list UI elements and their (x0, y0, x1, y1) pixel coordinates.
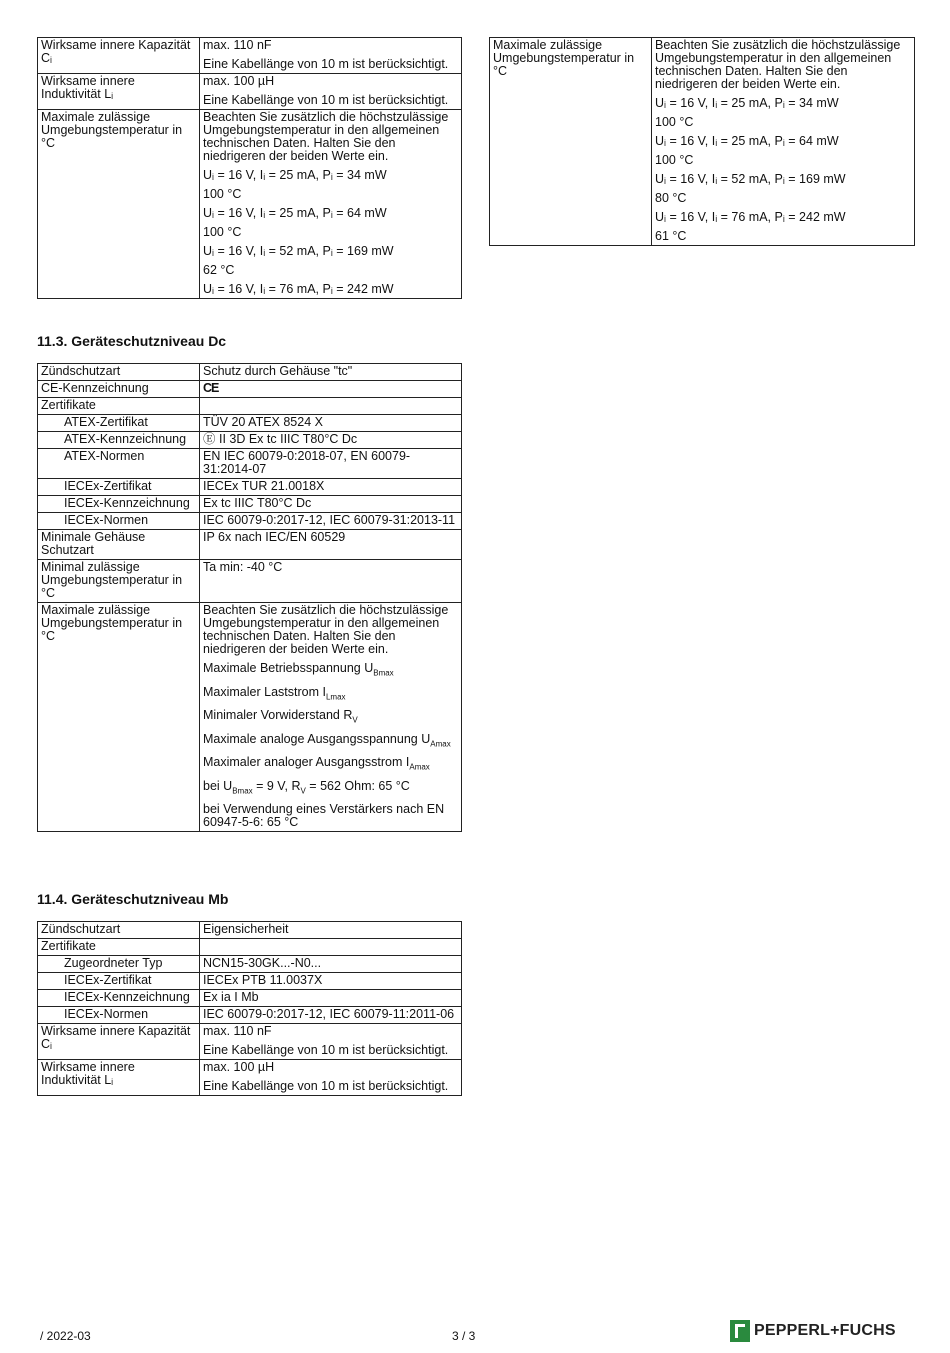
value-line: bei Verwendung eines Verstärkers nach EN 60947-5-6: 65 °C (203, 802, 445, 829)
table-row (38, 415, 462, 432)
footer-page-number: 3 / 3 (452, 1329, 476, 1343)
row-value (652, 38, 915, 246)
row-value (200, 513, 462, 530)
row-value (200, 38, 462, 74)
value-line: EN IEC 60079-0:2018-07, EN 60079-31:2014-07 (203, 449, 411, 476)
value-line: Ex ia I Mb (203, 990, 259, 1004)
row-label: Zündschutzart (38, 364, 200, 381)
row-value (200, 496, 462, 513)
value-line: max. 100 µH (203, 74, 275, 88)
table-row (38, 922, 462, 939)
value-line: IECEx TUR 21.0018X (203, 479, 325, 493)
value-line: 80 °C (655, 191, 687, 205)
value-line (203, 940, 458, 953)
table-row (38, 560, 462, 603)
value-line: Beachten Sie zusätzlich die höchstzulässige Umgebungstemperatur in den allgemeinen technischen Daten. Halten Sie den niedrigeren der beiden Werte ein. (203, 110, 449, 163)
value-line: max. 110 nF (203, 38, 272, 52)
value-line: 61 °C (655, 229, 687, 243)
value-line: bei $U_{Bmax} = 9$ V, $R_V = 562$ Ohm: 65 °C (203, 778, 410, 795)
row-value (200, 560, 462, 603)
row-value (200, 530, 462, 560)
value-line: Schutz durch Gehäuse "tc" (203, 364, 353, 378)
row-label: Wirksame innere Kapazität Cᵢ (38, 38, 200, 74)
table-row (38, 381, 462, 398)
table-row (38, 973, 462, 990)
value-line: Uᵢ = 16 V, Iᵢ = 52 mA, Pᵢ = 169 mW (655, 172, 846, 186)
value-line: Uᵢ = 16 V, Iᵢ = 25 mA, Pᵢ = 64 mW (203, 206, 387, 220)
row-label: ATEX-Normen (38, 449, 200, 479)
section-dc-container (37, 363, 462, 832)
table-row (38, 939, 462, 956)
value-line: Eine Kabellänge von 10 m ist berücksichtigt. (203, 1079, 449, 1093)
section-mb-container (37, 921, 462, 1096)
table-row (38, 513, 462, 530)
row-value (200, 415, 462, 432)
row-label: Maximale zulässige Umgebungstemperatur in °C (38, 603, 200, 832)
row-label: Zertifikate (38, 398, 200, 415)
table-row (38, 38, 462, 74)
value-line: Maximaler Laststrom $I_{Lmax}$ (203, 684, 346, 701)
value-line: Maximaler analoger Ausgangsstrom $I_{Amax}$ (203, 755, 430, 772)
section-title-mb: 11.4. Geräteschutzniveau Mb (37, 891, 229, 907)
row-label: ATEX-Zertifikat (38, 415, 200, 432)
row-value (200, 939, 462, 956)
value-line (203, 399, 458, 412)
row-label: IECEx-Kennzeichnung (38, 990, 200, 1007)
row-label: IECEx-Normen (38, 1007, 200, 1024)
value-line: IP 6x nach IEC/EN 60529 (203, 530, 346, 544)
row-value (200, 603, 462, 832)
table-row (38, 1007, 462, 1024)
ce-mark-icon: CE (203, 381, 219, 395)
row-value (200, 1060, 462, 1096)
value-line: Uᵢ = 16 V, Iᵢ = 25 mA, Pᵢ = 64 mW (655, 134, 839, 148)
value-line: Uᵢ = 16 V, Iᵢ = 25 mA, Pᵢ = 34 mW (655, 96, 839, 110)
value-line: Beachten Sie zusätzlich die höchstzulässige Umgebungstemperatur in den allgemeinen technischen Daten. Halten Sie den niedrigeren der beiden Werte ein. (203, 603, 449, 656)
value-line: Eine Kabellänge von 10 m ist berücksichtigt. (203, 93, 449, 107)
brand-logo (730, 1320, 896, 1342)
row-value (200, 110, 462, 299)
value-line: TÜV 20 ATEX 8524 X (203, 415, 323, 429)
left-table-1 (37, 37, 462, 299)
table-row (38, 449, 462, 479)
row-value (200, 74, 462, 110)
row-label: Zündschutzart (38, 922, 200, 939)
row-value (200, 1024, 462, 1060)
value-line: Maximale Betriebsspannung $U_{Bmax}$ (203, 661, 394, 678)
row-label: Maximale zulässige Umgebungstemperatur in °C (490, 38, 652, 246)
table-row (38, 479, 462, 496)
row-value (200, 398, 462, 415)
value-line: max. 110 nF (203, 1024, 272, 1038)
value-line: Minimaler Vorwiderstand $R_V$ (203, 708, 358, 725)
value-line: IEC 60079-0:2017-12, IEC 60079-11:2011-06 (203, 1007, 455, 1021)
row-value (200, 364, 462, 381)
table-row (38, 432, 462, 449)
value-line: 100 °C (203, 225, 242, 239)
value-line: 100 °C (655, 115, 694, 129)
value-line: Ta min: -40 °C (203, 560, 283, 574)
row-label: Wirksame innere Kapazität Cᵢ (38, 1024, 200, 1060)
table-row (38, 956, 462, 973)
value-line: Uᵢ = 16 V, Iᵢ = 25 mA, Pᵢ = 34 mW (203, 168, 387, 182)
table-row (38, 530, 462, 560)
value-line: IEC 60079-0:2017-12, IEC 60079-31:2013-11 (203, 513, 456, 527)
row-label: Wirksame innere Induktivität Lᵢ (38, 74, 200, 110)
row-label: ATEX-Kennzeichnung (38, 432, 200, 449)
row-value (200, 479, 462, 496)
footer-date: / 2022-03 (40, 1329, 91, 1343)
table-row (38, 398, 462, 415)
value-line: 100 °C (655, 153, 694, 167)
value-line: max. 100 µH (203, 1060, 275, 1074)
value-line: Uᵢ = 16 V, Iᵢ = 76 mA, Pᵢ = 242 mW (655, 210, 846, 224)
row-label: IECEx-Normen (38, 513, 200, 530)
row-label: CE-Kennzeichnung (38, 381, 200, 398)
value-line: Ⓔ II 3D Ex tc IIIC T80°C Dc (203, 432, 358, 446)
row-label: Zugeordneter Typ (38, 956, 200, 973)
value-line: Eine Kabellänge von 10 m ist berücksichtigt. (203, 57, 449, 71)
section-title-dc: 11.3. Geräteschutzniveau Dc (37, 333, 227, 349)
row-value (200, 1007, 462, 1024)
table-row (38, 990, 462, 1007)
value-line: Eine Kabellänge von 10 m ist berücksichtigt. (203, 1043, 449, 1057)
right-table-1-container (489, 37, 915, 246)
row-label: IECEx-Zertifikat (38, 973, 200, 990)
value-line: NCN15-30GK...-N0... (203, 956, 322, 970)
row-label: IECEx-Zertifikat (38, 479, 200, 496)
table-row (38, 496, 462, 513)
brand-mark-icon (730, 1320, 750, 1342)
value-line: Uᵢ = 16 V, Iᵢ = 76 mA, Pᵢ = 242 mW (203, 282, 394, 296)
row-label: Zertifikate (38, 939, 200, 956)
value-line: 100 °C (203, 187, 242, 201)
value-line: Ex tc IIIC T80°C Dc (203, 496, 312, 510)
value-line: IECEx PTB 11.0037X (203, 973, 323, 987)
row-value (200, 432, 462, 449)
row-label: Minimale Gehäuse Schutzart (38, 530, 200, 560)
table-row (38, 110, 462, 299)
row-value (200, 956, 462, 973)
row-value (200, 922, 462, 939)
left-table-1-container (37, 37, 462, 299)
row-label: Maximale zulässige Umgebungstemperatur in °C (38, 110, 200, 299)
table-row (490, 38, 915, 246)
row-value (200, 973, 462, 990)
section-dc-table (37, 363, 462, 832)
value-line: Beachten Sie zusätzlich die höchstzulässige Umgebungstemperatur in den allgemeinen technischen Daten. Halten Sie den niedrigeren der beiden Werte ein. (655, 38, 901, 91)
table-row (38, 1060, 462, 1096)
value-line: Maximale analoge Ausgangsspannung $U_{Amax}$ (203, 731, 451, 748)
right-table-1 (489, 37, 915, 246)
section-mb-table (37, 921, 462, 1096)
value-line: Eigensicherheit (203, 922, 289, 936)
row-label: IECEx-Kennzeichnung (38, 496, 200, 513)
value-line: Uᵢ = 16 V, Iᵢ = 52 mA, Pᵢ = 169 mW (203, 244, 394, 258)
table-row (38, 364, 462, 381)
table-row (38, 603, 462, 832)
table-row (38, 74, 462, 110)
row-value (200, 449, 462, 479)
row-value (200, 381, 462, 398)
row-label: Minimal zulässige Umgebungstemperatur in °C (38, 560, 200, 603)
row-value (200, 990, 462, 1007)
value-line: 62 °C (203, 263, 235, 277)
table-row (38, 1024, 462, 1060)
brand-wordmark: PEPPERL+FUCHS (754, 1322, 896, 1339)
row-label: Wirksame innere Induktivität Lᵢ (38, 1060, 200, 1096)
